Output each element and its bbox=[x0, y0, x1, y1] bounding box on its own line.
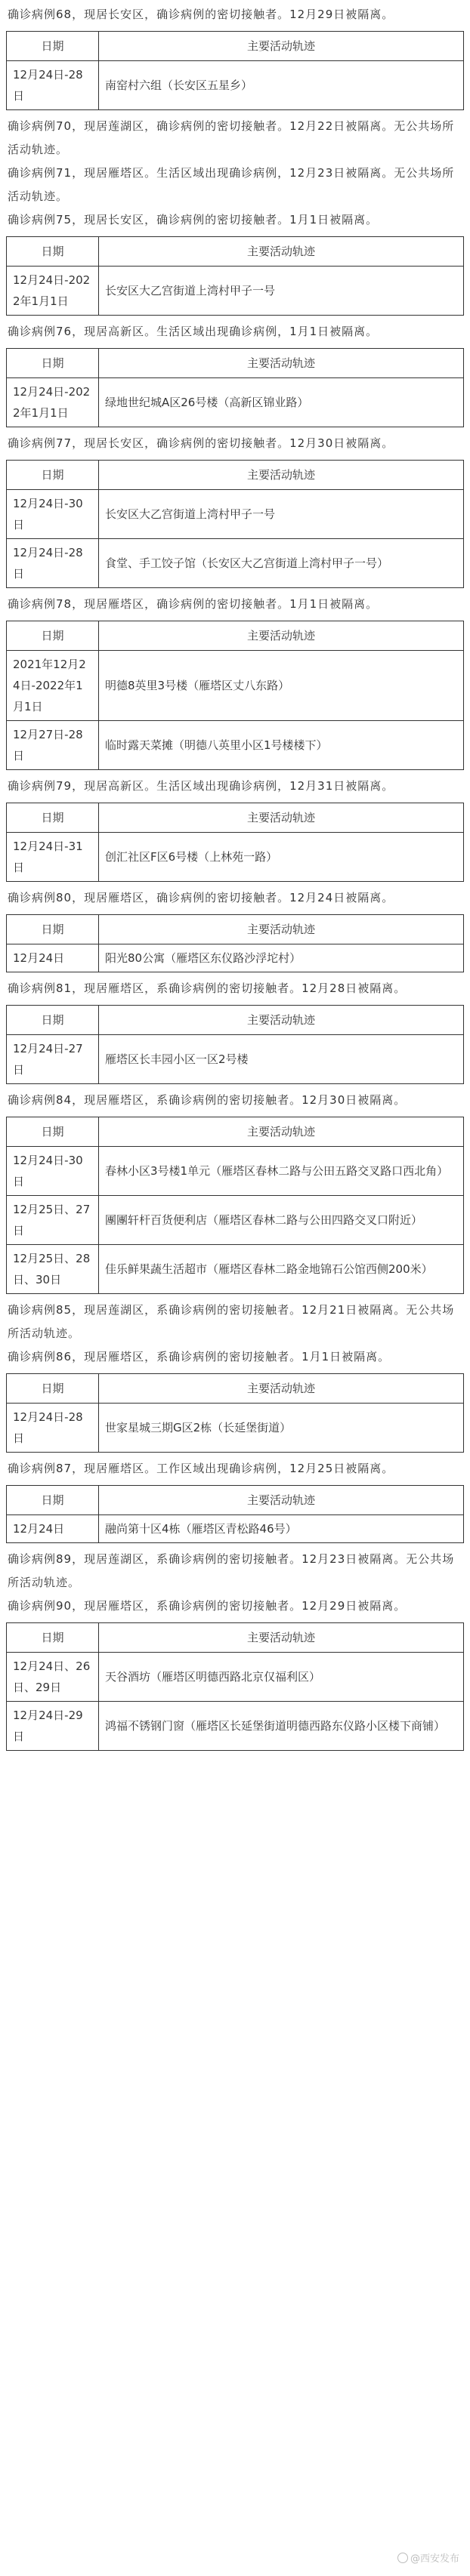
location-cell: 團團轩杆百货便利店（雁塔区春林二路与公田四路交叉口附近） bbox=[99, 1196, 464, 1245]
location-cell: 创汇社区F区6号楼（上林苑一路） bbox=[99, 833, 464, 882]
header-trace: 主要活动轨迹 bbox=[99, 1486, 464, 1515]
location-cell: 雁塔区长丰园小区一区2号楼 bbox=[99, 1035, 464, 1084]
weibo-logo-icon bbox=[397, 2553, 408, 2563]
trace-table bbox=[6, 1373, 464, 1453]
location-cell: 阳光80公寓（雁塔区东仪路沙浮坨村） bbox=[99, 944, 464, 972]
date-cell: 12月24日-28日 bbox=[7, 1404, 99, 1453]
location-cell: 绿地世纪城A区26号楼（高新区锦业路） bbox=[99, 378, 464, 427]
date-cell: 12月24日-28日 bbox=[7, 61, 99, 110]
trace-table bbox=[6, 460, 464, 588]
case-paragraph: 确诊病例86，现居雁塔区，系确诊病例的密切接触者。1月1日被隔离。 bbox=[8, 1350, 391, 1363]
date-cell: 12月27日-28日 bbox=[7, 721, 99, 770]
date-cell: 12月24日 bbox=[7, 944, 99, 972]
location-cell: 临时露天菜摊（明德八英里小区1号楼楼下） bbox=[99, 721, 464, 770]
date-cell: 2021年12月24日-2022年1月1日 bbox=[7, 651, 99, 721]
case-paragraph: 确诊病例89，现居莲湖区，系确诊病例的密切接触者。12月23日被隔离。无公共场所活动轨迹。 bbox=[8, 1552, 455, 1589]
trace-table bbox=[6, 1005, 464, 1084]
table-row bbox=[7, 1653, 464, 1702]
table-row bbox=[7, 61, 464, 110]
table-row bbox=[7, 721, 464, 770]
location-cell: 融尚第十区4栋（雁塔区青松路46号） bbox=[99, 1515, 464, 1543]
case-paragraph: 确诊病例84，现居雁塔区，系确诊病例的密切接触者。12月30日被隔离。 bbox=[8, 1093, 407, 1107]
case-paragraph: 确诊病例70，现居莲湖区，确诊病例的密切接触者。12月22日被隔离。无公共场所活动轨迹。 bbox=[8, 119, 455, 156]
case-paragraph: 确诊病例78，现居雁塔区，确诊病例的密切接触者。1月1日被隔离。 bbox=[8, 597, 379, 611]
trace-table bbox=[6, 348, 464, 427]
case-paragraph: 确诊病例90，现居雁塔区，系确诊病例的密切接触者。12月29日被隔离。 bbox=[8, 1599, 407, 1613]
location-cell: 春林小区3号楼1单元（雁塔区春林二路与公田五路交叉路口西北角） bbox=[99, 1147, 464, 1196]
case-paragraph: 确诊病例87，现居雁塔区。工作区域出现确诊病例，12月25日被隔离。 bbox=[8, 1462, 394, 1475]
date-cell: 12月24日-31日 bbox=[7, 833, 99, 882]
header-date: 日期 bbox=[7, 1486, 99, 1515]
case-paragraph: 确诊病例68，现居长安区，确诊病例的密切接触者。12月29日被隔离。 bbox=[8, 8, 394, 21]
date-cell: 12月24日-2022年1月1日 bbox=[7, 378, 99, 427]
table-header-row bbox=[7, 237, 464, 267]
table-header-row bbox=[7, 349, 464, 378]
location-cell: 佳乐鲜果蔬生活超市（雁塔区春林二路金地锦石公馆西侧200米） bbox=[99, 1245, 464, 1294]
table-row bbox=[7, 1404, 464, 1453]
date-cell: 12月24日-30日 bbox=[7, 490, 99, 539]
header-trace: 主要活动轨迹 bbox=[99, 915, 464, 944]
case-paragraph: 确诊病例71，现居雁塔区。生活区域出现确诊病例，12月23日被隔离。无公共场所活动轨迹。 bbox=[8, 166, 455, 203]
table-header-row bbox=[7, 915, 464, 944]
watermark-text: @西安发布 bbox=[410, 2553, 459, 2565]
table-header-row bbox=[7, 1486, 464, 1515]
date-cell: 12月24日-2022年1月1日 bbox=[7, 267, 99, 316]
location-cell: 鸿福不锈钢门窗（雁塔区长延堡街道明德西路东仪路小区楼下商铺） bbox=[99, 1702, 464, 1751]
table-header-row bbox=[7, 803, 464, 833]
table-row bbox=[7, 490, 464, 539]
location-cell: 长安区大乙宫街道上湾村甲子一号 bbox=[99, 490, 464, 539]
table-header-row bbox=[7, 461, 464, 490]
trace-table bbox=[6, 914, 464, 972]
header-trace: 主要活动轨迹 bbox=[99, 1623, 464, 1653]
table-row bbox=[7, 1702, 464, 1751]
table-row bbox=[7, 1035, 464, 1084]
header-trace: 主要活动轨迹 bbox=[99, 461, 464, 490]
date-cell: 12月25日、28日、30日 bbox=[7, 1245, 99, 1294]
header-date: 日期 bbox=[7, 1623, 99, 1653]
date-cell: 12月24日-27日 bbox=[7, 1035, 99, 1084]
table-row bbox=[7, 267, 464, 316]
header-date: 日期 bbox=[7, 32, 99, 61]
table-header-row bbox=[7, 621, 464, 651]
date-cell: 12月25日、27日 bbox=[7, 1196, 99, 1245]
trace-table bbox=[6, 1622, 464, 1751]
header-trace: 主要活动轨迹 bbox=[99, 32, 464, 61]
location-cell: 天谷酒坊（雁塔区明德西路北京仅福利区） bbox=[99, 1653, 464, 1702]
header-trace: 主要活动轨迹 bbox=[99, 237, 464, 267]
table-row bbox=[7, 944, 464, 972]
trace-table bbox=[6, 1485, 464, 1543]
trace-table bbox=[6, 1117, 464, 1294]
header-date: 日期 bbox=[7, 237, 99, 267]
date-cell: 12月24日 bbox=[7, 1515, 99, 1543]
location-cell: 世家星城三期G区2栋（长延堡街道） bbox=[99, 1404, 464, 1453]
header-trace: 主要活动轨迹 bbox=[99, 1117, 464, 1147]
table-row bbox=[7, 651, 464, 721]
trace-table bbox=[6, 621, 464, 770]
header-trace: 主要活动轨迹 bbox=[99, 803, 464, 833]
location-cell: 南窑村六组（长安区五星乡） bbox=[99, 61, 464, 110]
table-row bbox=[7, 833, 464, 882]
table-header-row bbox=[7, 1117, 464, 1147]
header-trace: 主要活动轨迹 bbox=[99, 1006, 464, 1035]
table-row bbox=[7, 1245, 464, 1294]
header-date: 日期 bbox=[7, 621, 99, 651]
date-cell: 12月24日-29日 bbox=[7, 1702, 99, 1751]
location-cell: 明德8英里3号楼（雁塔区丈八东路） bbox=[99, 651, 464, 721]
header-date: 日期 bbox=[7, 349, 99, 378]
table-row bbox=[7, 378, 464, 427]
case-paragraph: 确诊病例75，现居长安区，确诊病例的密切接触者。1月1日被隔离。 bbox=[8, 213, 379, 226]
case-paragraph: 确诊病例80，现居雁塔区，确诊病例的密切接触者。12月24日被隔离。 bbox=[8, 891, 394, 904]
trace-table bbox=[6, 236, 464, 316]
trace-table bbox=[6, 803, 464, 882]
header-date: 日期 bbox=[7, 1117, 99, 1147]
date-cell: 12月24日-30日 bbox=[7, 1147, 99, 1196]
header-date: 日期 bbox=[7, 803, 99, 833]
case-paragraph: 确诊病例85，现居莲湖区，系确诊病例的密切接触者。12月21日被隔离。无公共场所活动轨迹。 bbox=[8, 1303, 455, 1340]
case-paragraph: 确诊病例79，现居高新区。生活区域出现确诊病例，12月31日被隔离。 bbox=[8, 779, 394, 793]
case-paragraph: 确诊病例77，现居长安区，确诊病例的密切接触者。12月30日被隔离。 bbox=[8, 436, 394, 450]
table-row bbox=[7, 1147, 464, 1196]
header-trace: 主要活动轨迹 bbox=[99, 1374, 464, 1404]
date-cell: 12月24日、26日、29日 bbox=[7, 1653, 99, 1702]
header-date: 日期 bbox=[7, 461, 99, 490]
header-date: 日期 bbox=[7, 1006, 99, 1035]
location-cell: 长安区大乙宫街道上湾村甲子一号 bbox=[99, 267, 464, 316]
location-cell: 食堂、手工饺子馆（长安区大乙宫街道上湾村甲子一号） bbox=[99, 539, 464, 588]
date-cell: 12月24日-28日 bbox=[7, 539, 99, 588]
case-paragraph: 确诊病例81，现居雁塔区，系确诊病例的密切接触者。12月28日被隔离。 bbox=[8, 981, 407, 995]
table-row bbox=[7, 1515, 464, 1543]
trace-table bbox=[6, 31, 464, 110]
case-paragraph: 确诊病例76，现居高新区。生活区域出现确诊病例，1月1日被隔离。 bbox=[8, 325, 379, 338]
table-row bbox=[7, 1196, 464, 1245]
table-header-row bbox=[7, 32, 464, 61]
table-header-row bbox=[7, 1374, 464, 1404]
watermark bbox=[397, 2553, 459, 2565]
table-header-row bbox=[7, 1006, 464, 1035]
table-header-row bbox=[7, 1623, 464, 1653]
table-row bbox=[7, 539, 464, 588]
header-date: 日期 bbox=[7, 915, 99, 944]
header-trace: 主要活动轨迹 bbox=[99, 349, 464, 378]
header-trace: 主要活动轨迹 bbox=[99, 621, 464, 651]
header-date: 日期 bbox=[7, 1374, 99, 1404]
